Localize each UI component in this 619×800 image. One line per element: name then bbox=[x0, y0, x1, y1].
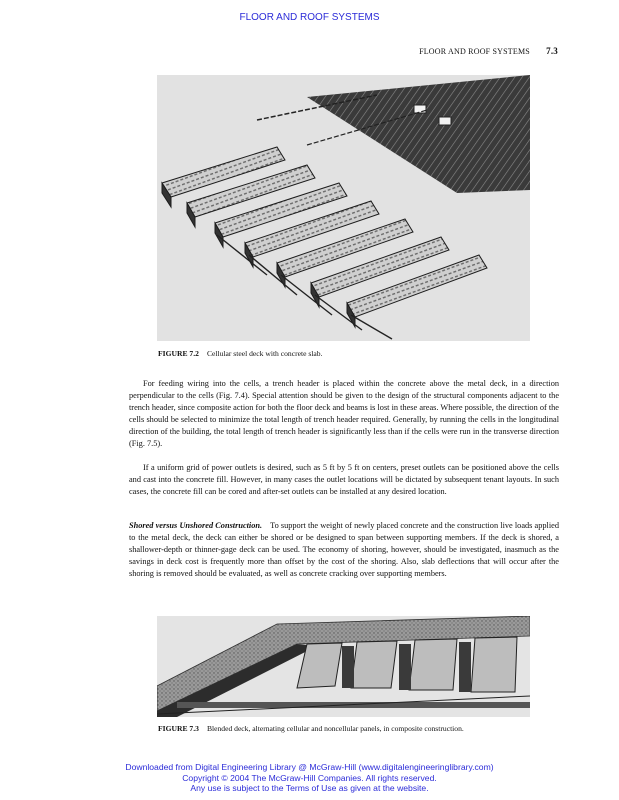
running-head-title: FLOOR AND ROOF SYSTEMS bbox=[419, 47, 530, 56]
running-head bbox=[0, 46, 558, 56]
paragraph-1-text: For feeding wiring into the cells, a trench header is placed within the concrete above the metal deck, in a direction perpendicular to the cells (Fig. 7.4). Special attention should be given to the design of the structural components adjacent to the trench header, since composite action for both the floor deck and beams is lost in these areas. Where possible, the direction of the cells should be selected to minimize the total length of trench header required. Generally, by running the cells in the longitudinal direction of the building, the total length of trench header is significantly less than if the cells were run in the transverse direction (Fig. 7.5). bbox=[129, 379, 559, 448]
paragraph-2-text: If a uniform grid of power outlets is desired, such as 5 ft by 5 ft on centers, preset outlets can be positioned above the cells and cast into the concrete fill. However, in many cases the outlet locations will be dictated by subsequent tenant layouts. In such cases, the concrete fill can be cored and after-set outlets can be installed at any desired location. bbox=[129, 463, 559, 496]
footer bbox=[0, 762, 619, 794]
section-heading-shored: Shored versus Unshored Construction. bbox=[129, 521, 263, 530]
footer-download-link[interactable]: Downloaded from Digital Engineering Library @ McGraw-Hill (www.digitalengineeringlibrary.com) bbox=[125, 762, 494, 772]
figure-7-3-caption-text: Blended deck, alternating cellular and noncellular panels, in composite construction. bbox=[206, 724, 464, 733]
figure-7-2-caption bbox=[158, 349, 323, 358]
figure-7-3-image bbox=[157, 616, 530, 717]
paragraph-3-text: To support the weight of newly placed concrete and the construction live loads applied to the metal deck, the deck can either be shored or be designed to span between supporting members. If the deck is shored, a shallower-depth or thinner-gage deck can be used. The economy of shoring, however, should be investigated, inasmuch as the savings in deck cost is frequently more than offset by the cost of the shoring. Also, slab deflections that will occur after the shoring is removed should be evaluated, as well as concrete cracking over supporting members. bbox=[129, 521, 559, 578]
paragraph-1 bbox=[129, 378, 559, 449]
figure-7-2-label: FIGURE 7.2 bbox=[158, 349, 199, 358]
figure-7-3-caption bbox=[158, 724, 464, 733]
paragraph-3 bbox=[129, 520, 559, 580]
figure-7-2-caption-text: Cellular steel deck with concrete slab. bbox=[206, 349, 323, 358]
figure-7-2-image bbox=[157, 75, 530, 341]
footer-copyright: Copyright © 2004 The McGraw-Hill Companies. All rights reserved. bbox=[182, 772, 437, 783]
page-number: 7.3 bbox=[546, 46, 558, 56]
top-banner: FLOOR AND ROOF SYSTEMS bbox=[239, 12, 380, 23]
footer-terms-link[interactable]: Any use is subject to the Terms of Use as given at the website. bbox=[190, 783, 429, 794]
paragraph-2 bbox=[129, 462, 559, 498]
figure-7-3-label: FIGURE 7.3 bbox=[158, 724, 199, 733]
